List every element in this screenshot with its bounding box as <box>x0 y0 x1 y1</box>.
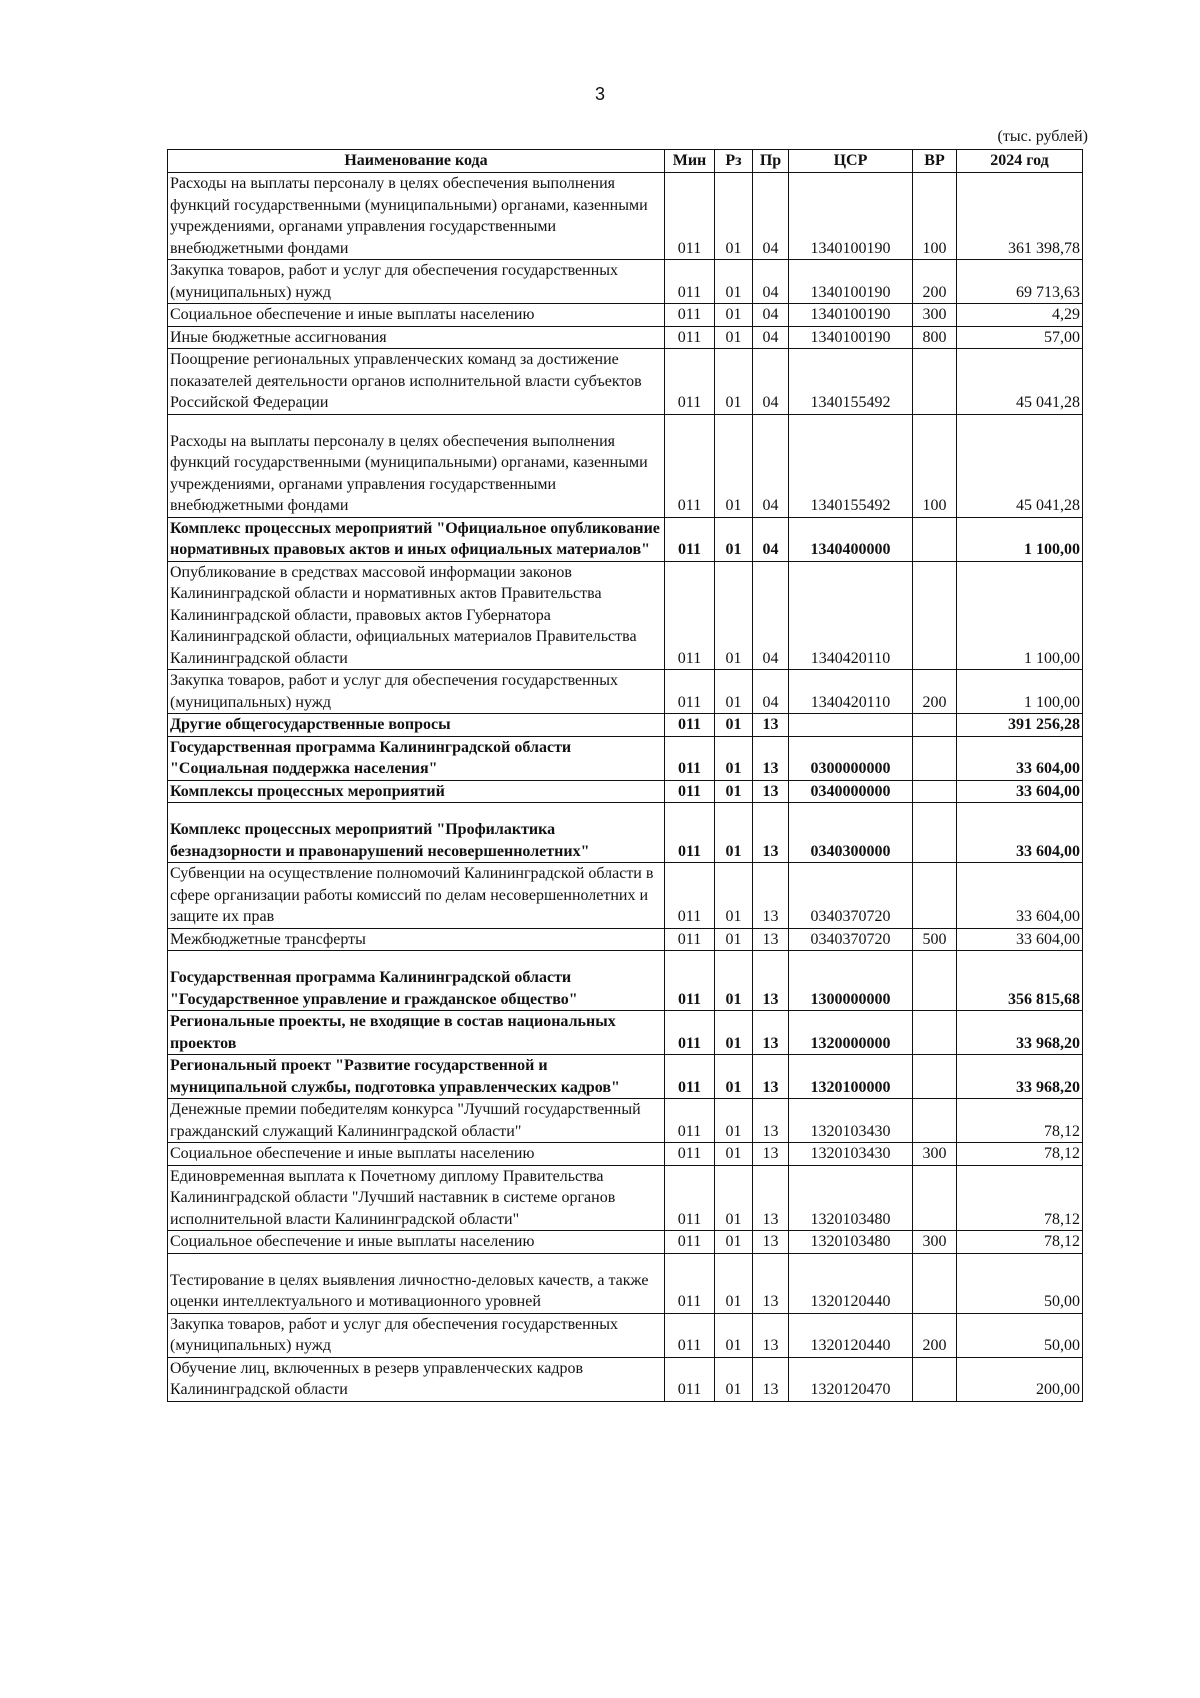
cell-rz: 01 <box>715 1313 753 1357</box>
cell-name: Иные бюджетные ассигнования <box>168 326 665 349</box>
cell-amount: 78,12 <box>957 1143 1083 1166</box>
cell-vr <box>913 1011 957 1055</box>
cell-csr: 1300000000 <box>789 951 913 1011</box>
cell-vr <box>913 517 957 561</box>
cell-min: 011 <box>665 349 715 415</box>
cell-amount: 1 100,00 <box>957 561 1083 670</box>
header-amount: 2024 год <box>957 150 1083 173</box>
cell-csr: 1340420110 <box>789 561 913 670</box>
cell-min: 011 <box>665 414 715 517</box>
cell-pr: 04 <box>753 349 789 415</box>
cell-csr <box>789 714 913 737</box>
cell-pr: 13 <box>753 1253 789 1313</box>
cell-name: Расходы на выплаты персоналу в целях обеспечения выполнения функций государственными (муниципальными) органами, казенными учреждениями, органами управления государственными внебюджетными фондами <box>168 414 665 517</box>
cell-amount: 391 256,28 <box>957 714 1083 737</box>
cell-name: Поощрение региональных управленческих команд за достижение показателей деятельности органов исполнительной власти субъектов Российской Федерации <box>168 349 665 415</box>
cell-rz: 01 <box>715 780 753 803</box>
table-row <box>168 736 1083 780</box>
table-row <box>168 304 1083 327</box>
cell-min: 011 <box>665 1099 715 1143</box>
cell-csr: 1320120440 <box>789 1313 913 1357</box>
cell-rz: 01 <box>715 1357 753 1401</box>
cell-rz: 01 <box>715 173 753 260</box>
cell-name: Другие общегосударственные вопросы <box>168 714 665 737</box>
table-row <box>168 414 1083 517</box>
cell-min: 011 <box>665 260 715 304</box>
cell-name: Расходы на выплаты персоналу в целях обеспечения выполнения функций государственными (муниципальными) органами, казенными учреждениями, органами управления государственными внебюджетными фондами <box>168 173 665 260</box>
cell-vr <box>913 1357 957 1401</box>
units-note: (тыс. рублей) <box>997 128 1088 145</box>
cell-csr: 1320120440 <box>789 1253 913 1313</box>
cell-name: Межбюджетные трансферты <box>168 928 665 951</box>
cell-min: 011 <box>665 780 715 803</box>
cell-rz: 01 <box>715 928 753 951</box>
cell-name: Региональный проект "Развитие государственной и муниципальной службы, подготовка управленческих кадров" <box>168 1055 665 1099</box>
cell-pr: 04 <box>753 414 789 517</box>
cell-min: 011 <box>665 1253 715 1313</box>
cell-rz: 01 <box>715 1099 753 1143</box>
cell-name: Комплекс процессных мероприятий "Профилактика безнадзорности и правонарушений несовершеннолетних" <box>168 803 665 863</box>
table-row <box>168 326 1083 349</box>
cell-amount: 33 604,00 <box>957 780 1083 803</box>
cell-min: 011 <box>665 1055 715 1099</box>
cell-csr: 1320103430 <box>789 1099 913 1143</box>
table-row <box>168 928 1083 951</box>
table-row <box>168 173 1083 260</box>
cell-pr: 13 <box>753 1143 789 1166</box>
table-row <box>168 1055 1083 1099</box>
cell-vr: 100 <box>913 173 957 260</box>
cell-name: Денежные премии победителям конкурса "Лучший государственный гражданский служащий Калининградской области" <box>168 1099 665 1143</box>
cell-name: Закупка товаров, работ и услуг для обеспечения государственных (муниципальных) нужд <box>168 260 665 304</box>
cell-amount: 1 100,00 <box>957 670 1083 714</box>
cell-amount: 50,00 <box>957 1253 1083 1313</box>
cell-vr: 300 <box>913 304 957 327</box>
cell-rz: 01 <box>715 736 753 780</box>
cell-min: 011 <box>665 670 715 714</box>
table-body <box>168 173 1083 1402</box>
cell-rz: 01 <box>715 1231 753 1254</box>
cell-csr: 0340300000 <box>789 803 913 863</box>
cell-name: Государственная программа Калининградской области "Социальная поддержка населения" <box>168 736 665 780</box>
cell-vr <box>913 1253 957 1313</box>
cell-amount: 33 968,20 <box>957 1011 1083 1055</box>
cell-min: 011 <box>665 561 715 670</box>
cell-rz: 01 <box>715 1143 753 1166</box>
cell-amount: 78,12 <box>957 1099 1083 1143</box>
cell-name: Опубликование в средствах массовой информации законов Калининградской области и нормативных актов Правительства Калининградской области, правовых актов Губернатора Калининградской области, официальных материалов Правительства Калининградской области <box>168 561 665 670</box>
table-row <box>168 863 1083 929</box>
cell-name: Государственная программа Калининградской области "Государственное управление и гражданское общество" <box>168 951 665 1011</box>
table-row <box>168 349 1083 415</box>
cell-csr: 1340100190 <box>789 260 913 304</box>
table-row <box>168 1313 1083 1357</box>
cell-rz: 01 <box>715 414 753 517</box>
cell-min: 011 <box>665 517 715 561</box>
table-row <box>168 517 1083 561</box>
cell-amount: 33 604,00 <box>957 803 1083 863</box>
cell-vr: 200 <box>913 260 957 304</box>
table-row <box>168 951 1083 1011</box>
cell-pr: 13 <box>753 863 789 929</box>
cell-vr: 500 <box>913 928 957 951</box>
cell-min: 011 <box>665 1165 715 1231</box>
cell-rz: 01 <box>715 1165 753 1231</box>
page-number: 3 <box>594 84 605 104</box>
cell-pr: 13 <box>753 736 789 780</box>
cell-min: 011 <box>665 173 715 260</box>
cell-csr: 1320103480 <box>789 1165 913 1231</box>
cell-pr: 13 <box>753 1357 789 1401</box>
cell-amount: 57,00 <box>957 326 1083 349</box>
table-row <box>168 803 1083 863</box>
table-header-row <box>168 150 1083 173</box>
cell-csr: 1320103480 <box>789 1231 913 1254</box>
table-row <box>168 780 1083 803</box>
table-row <box>168 260 1083 304</box>
table-row <box>168 714 1083 737</box>
cell-pr: 13 <box>753 1313 789 1357</box>
cell-pr: 13 <box>753 714 789 737</box>
cell-rz: 01 <box>715 1055 753 1099</box>
cell-rz: 01 <box>715 517 753 561</box>
cell-pr: 13 <box>753 1099 789 1143</box>
cell-vr: 200 <box>913 670 957 714</box>
table-row <box>168 1011 1083 1055</box>
table-row <box>168 1099 1083 1143</box>
cell-rz: 01 <box>715 561 753 670</box>
cell-csr: 0340000000 <box>789 780 913 803</box>
cell-pr: 13 <box>753 951 789 1011</box>
cell-vr <box>913 714 957 737</box>
cell-vr <box>913 349 957 415</box>
budget-table <box>167 149 1083 1402</box>
cell-name: Закупка товаров, работ и услуг для обеспечения государственных (муниципальных) нужд <box>168 670 665 714</box>
cell-pr: 13 <box>753 1231 789 1254</box>
cell-csr: 1340155492 <box>789 414 913 517</box>
header-csr: ЦСР <box>789 150 913 173</box>
cell-csr: 1340100190 <box>789 173 913 260</box>
cell-rz: 01 <box>715 951 753 1011</box>
cell-amount: 50,00 <box>957 1313 1083 1357</box>
cell-pr: 04 <box>753 304 789 327</box>
cell-pr: 13 <box>753 780 789 803</box>
cell-amount: 356 815,68 <box>957 951 1083 1011</box>
table-row <box>168 1231 1083 1254</box>
cell-rz: 01 <box>715 1253 753 1313</box>
cell-name: Комплекс процессных мероприятий "Официальное опубликование нормативных правовых актов и иных официальных материалов" <box>168 517 665 561</box>
cell-csr: 1340400000 <box>789 517 913 561</box>
cell-min: 011 <box>665 1231 715 1254</box>
cell-vr <box>913 780 957 803</box>
cell-csr: 1340155492 <box>789 349 913 415</box>
cell-amount: 45 041,28 <box>957 414 1083 517</box>
cell-csr: 0340370720 <box>789 863 913 929</box>
cell-vr <box>913 1055 957 1099</box>
cell-rz: 01 <box>715 714 753 737</box>
cell-amount: 45 041,28 <box>957 349 1083 415</box>
cell-vr: 300 <box>913 1231 957 1254</box>
cell-pr: 04 <box>753 517 789 561</box>
cell-csr: 1320000000 <box>789 1011 913 1055</box>
cell-amount: 33 604,00 <box>957 928 1083 951</box>
cell-min: 011 <box>665 803 715 863</box>
cell-pr: 04 <box>753 670 789 714</box>
cell-min: 011 <box>665 1011 715 1055</box>
table-row <box>168 1143 1083 1166</box>
header-name: Наименование кода <box>168 150 665 173</box>
cell-pr: 13 <box>753 1055 789 1099</box>
cell-min: 011 <box>665 714 715 737</box>
cell-min: 011 <box>665 1313 715 1357</box>
cell-amount: 33 604,00 <box>957 736 1083 780</box>
cell-vr <box>913 863 957 929</box>
table-row <box>168 561 1083 670</box>
cell-amount: 200,00 <box>957 1357 1083 1401</box>
cell-name: Социальное обеспечение и иные выплаты населению <box>168 1143 665 1166</box>
header-vr: ВР <box>913 150 957 173</box>
cell-name: Комплексы процессных мероприятий <box>168 780 665 803</box>
cell-rz: 01 <box>715 260 753 304</box>
table-row <box>168 1357 1083 1401</box>
cell-pr: 04 <box>753 260 789 304</box>
cell-name: Социальное обеспечение и иные выплаты населению <box>168 304 665 327</box>
cell-min: 011 <box>665 1143 715 1166</box>
cell-amount: 4,29 <box>957 304 1083 327</box>
cell-csr: 1320100000 <box>789 1055 913 1099</box>
cell-csr: 1320103430 <box>789 1143 913 1166</box>
cell-amount: 33 968,20 <box>957 1055 1083 1099</box>
cell-amount: 361 398,78 <box>957 173 1083 260</box>
cell-min: 011 <box>665 326 715 349</box>
header-rz: Рз <box>715 150 753 173</box>
cell-name: Единовременная выплата к Почетному диплому Правительства Калининградской области "Лучший наставник в системе органов исполнительной власти Калининградской области" <box>168 1165 665 1231</box>
cell-pr: 13 <box>753 928 789 951</box>
cell-amount: 1 100,00 <box>957 517 1083 561</box>
cell-pr: 13 <box>753 803 789 863</box>
cell-name: Закупка товаров, работ и услуг для обеспечения государственных (муниципальных) нужд <box>168 1313 665 1357</box>
cell-pr: 13 <box>753 1011 789 1055</box>
cell-name: Обучение лиц, включенных в резерв управленческих кадров Калининградской области <box>168 1357 665 1401</box>
table-row <box>168 1253 1083 1313</box>
cell-amount: 33 604,00 <box>957 863 1083 929</box>
cell-pr: 04 <box>753 173 789 260</box>
cell-vr <box>913 736 957 780</box>
cell-min: 011 <box>665 951 715 1011</box>
cell-min: 011 <box>665 304 715 327</box>
cell-vr: 800 <box>913 326 957 349</box>
cell-rz: 01 <box>715 863 753 929</box>
cell-vr <box>913 561 957 670</box>
cell-csr: 1340100190 <box>789 326 913 349</box>
header-pr: Пр <box>753 150 789 173</box>
cell-csr: 1340420110 <box>789 670 913 714</box>
header-min: Мин <box>665 150 715 173</box>
cell-rz: 01 <box>715 670 753 714</box>
cell-min: 011 <box>665 736 715 780</box>
table-row <box>168 670 1083 714</box>
cell-vr <box>913 951 957 1011</box>
cell-rz: 01 <box>715 326 753 349</box>
cell-rz: 01 <box>715 1011 753 1055</box>
cell-min: 011 <box>665 928 715 951</box>
cell-amount: 69 713,63 <box>957 260 1083 304</box>
cell-amount: 78,12 <box>957 1165 1083 1231</box>
cell-name: Субвенции на осуществление полномочий Калининградской области в сфере организации работы комиссий по делам несовершеннолетних и защите их прав <box>168 863 665 929</box>
table-row <box>168 1165 1083 1231</box>
cell-csr: 0300000000 <box>789 736 913 780</box>
cell-name: Социальное обеспечение и иные выплаты населению <box>168 1231 665 1254</box>
cell-pr: 13 <box>753 1165 789 1231</box>
cell-csr: 0340370720 <box>789 928 913 951</box>
cell-pr: 04 <box>753 326 789 349</box>
cell-name: Региональные проекты, не входящие в состав национальных проектов <box>168 1011 665 1055</box>
cell-name: Тестирование в целях выявления личностно-деловых качеств, а также оценки интеллектуального и мотивационного уровней <box>168 1253 665 1313</box>
cell-vr: 200 <box>913 1313 957 1357</box>
cell-vr <box>913 1165 957 1231</box>
cell-min: 011 <box>665 1357 715 1401</box>
cell-rz: 01 <box>715 349 753 415</box>
cell-rz: 01 <box>715 304 753 327</box>
cell-csr: 1340100190 <box>789 304 913 327</box>
cell-pr: 04 <box>753 561 789 670</box>
cell-min: 011 <box>665 863 715 929</box>
cell-rz: 01 <box>715 803 753 863</box>
cell-vr: 100 <box>913 414 957 517</box>
cell-amount: 78,12 <box>957 1231 1083 1254</box>
cell-vr <box>913 803 957 863</box>
cell-vr <box>913 1099 957 1143</box>
cell-vr: 300 <box>913 1143 957 1166</box>
cell-csr: 1320120470 <box>789 1357 913 1401</box>
